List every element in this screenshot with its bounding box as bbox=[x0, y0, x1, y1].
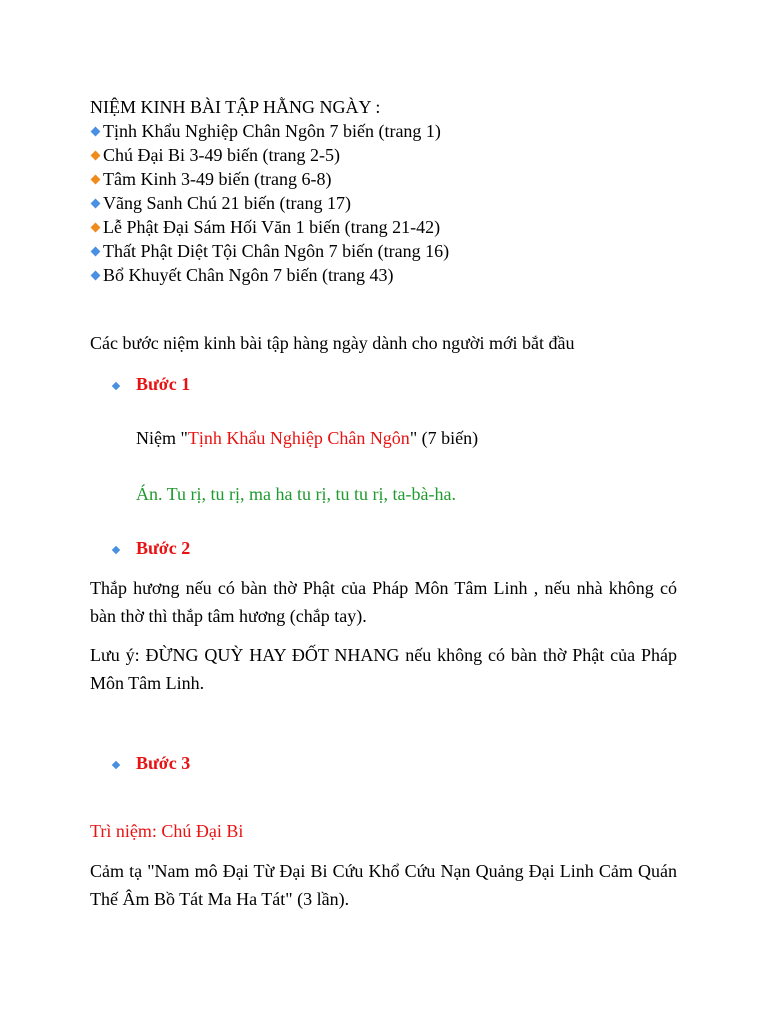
step-1-instruction bbox=[136, 424, 478, 452]
step-2-note: Lưu ý: ĐỪNG QUỲ HAY ĐỐT NHANG nếu không có bàn thờ Phật của Pháp Môn Tâm Linh. bbox=[90, 645, 677, 693]
diamond-bullet-icon bbox=[91, 247, 101, 257]
diamond-bullet-icon bbox=[91, 223, 101, 233]
diamond-bullet-icon bbox=[91, 199, 101, 209]
diamond-bullet-icon bbox=[91, 175, 101, 185]
practice-list-item bbox=[90, 167, 449, 191]
diamond-bullet-icon bbox=[112, 761, 120, 769]
practice-list-item-text: Tâm Kinh 3-49 biến (trang 6-8) bbox=[103, 169, 332, 189]
practice-list-item bbox=[90, 119, 449, 143]
step-1-title: Bước 1 bbox=[136, 374, 191, 394]
practice-list-item-text: Thất Phật Diệt Tội Chân Ngôn 7 biến (trang 16) bbox=[103, 241, 450, 261]
diamond-bullet-icon bbox=[112, 546, 120, 554]
step-2-heading bbox=[113, 536, 190, 560]
step-3-title: Bước 3 bbox=[136, 753, 191, 773]
diamond-bullet-icon bbox=[91, 127, 101, 137]
step-3-heading bbox=[113, 751, 190, 775]
step-3-paragraph: Cảm tạ "Nam mô Đại Từ Đại Bi Cứu Khổ Cứu Nạn Quảng Đại Linh Cảm Quán Thế Âm Bồ Tát Ma Ha Tát" (3 lần). bbox=[90, 861, 677, 909]
practice-list-item bbox=[90, 143, 449, 167]
practice-list-item-text: Tịnh Khẩu Nghiệp Chân Ngôn 7 biến (trang 1) bbox=[103, 121, 441, 141]
step-1-mantra-name: Tịnh Khẩu Nghiệp Chân Ngôn bbox=[187, 428, 410, 448]
practice-list-item-text: Lễ Phật Đại Sám Hối Văn 1 biến (trang 21-42) bbox=[103, 217, 441, 237]
step-3-subtitle: Trì niệm: Chú Đại Bi bbox=[90, 821, 244, 841]
page-heading: NIỆM KINH BÀI TẬP HẰNG NGÀY : bbox=[90, 97, 381, 117]
diamond-bullet-icon bbox=[91, 151, 101, 161]
step-1-suffix: " (7 biến) bbox=[409, 428, 479, 448]
practice-list-item-text: Chú Đại Bi 3-49 biến (trang 2-5) bbox=[103, 145, 340, 165]
practice-list-item-text: Bổ Khuyết Chân Ngôn 7 biến (trang 43) bbox=[103, 265, 394, 285]
diamond-bullet-icon bbox=[112, 382, 120, 390]
practice-list-item-text: Vãng Sanh Chú 21 biến (trang 17) bbox=[103, 193, 351, 213]
practice-list-item bbox=[90, 239, 449, 263]
step-1-mantra: Án. Tu rị, tu rị, ma ha tu rị, tu tu rị, ta-bà-ha. bbox=[136, 484, 456, 504]
step-2-title: Bước 2 bbox=[136, 538, 191, 558]
practice-list-item bbox=[90, 191, 449, 215]
intro-text: Các bước niệm kinh bài tập hàng ngày dành cho người mới bắt đầu bbox=[90, 333, 575, 353]
step-1-heading bbox=[113, 372, 190, 396]
step-1-prefix: Niệm " bbox=[136, 428, 188, 448]
practice-list bbox=[90, 119, 449, 287]
diamond-bullet-icon bbox=[91, 271, 101, 281]
practice-list-item bbox=[90, 263, 449, 287]
practice-list-item bbox=[90, 215, 449, 239]
step-2-paragraph: Thắp hương nếu có bàn thờ Phật của Pháp Môn Tâm Linh , nếu nhà không có bàn thờ thì thắp tâm hương (chắp tay). bbox=[90, 578, 677, 626]
